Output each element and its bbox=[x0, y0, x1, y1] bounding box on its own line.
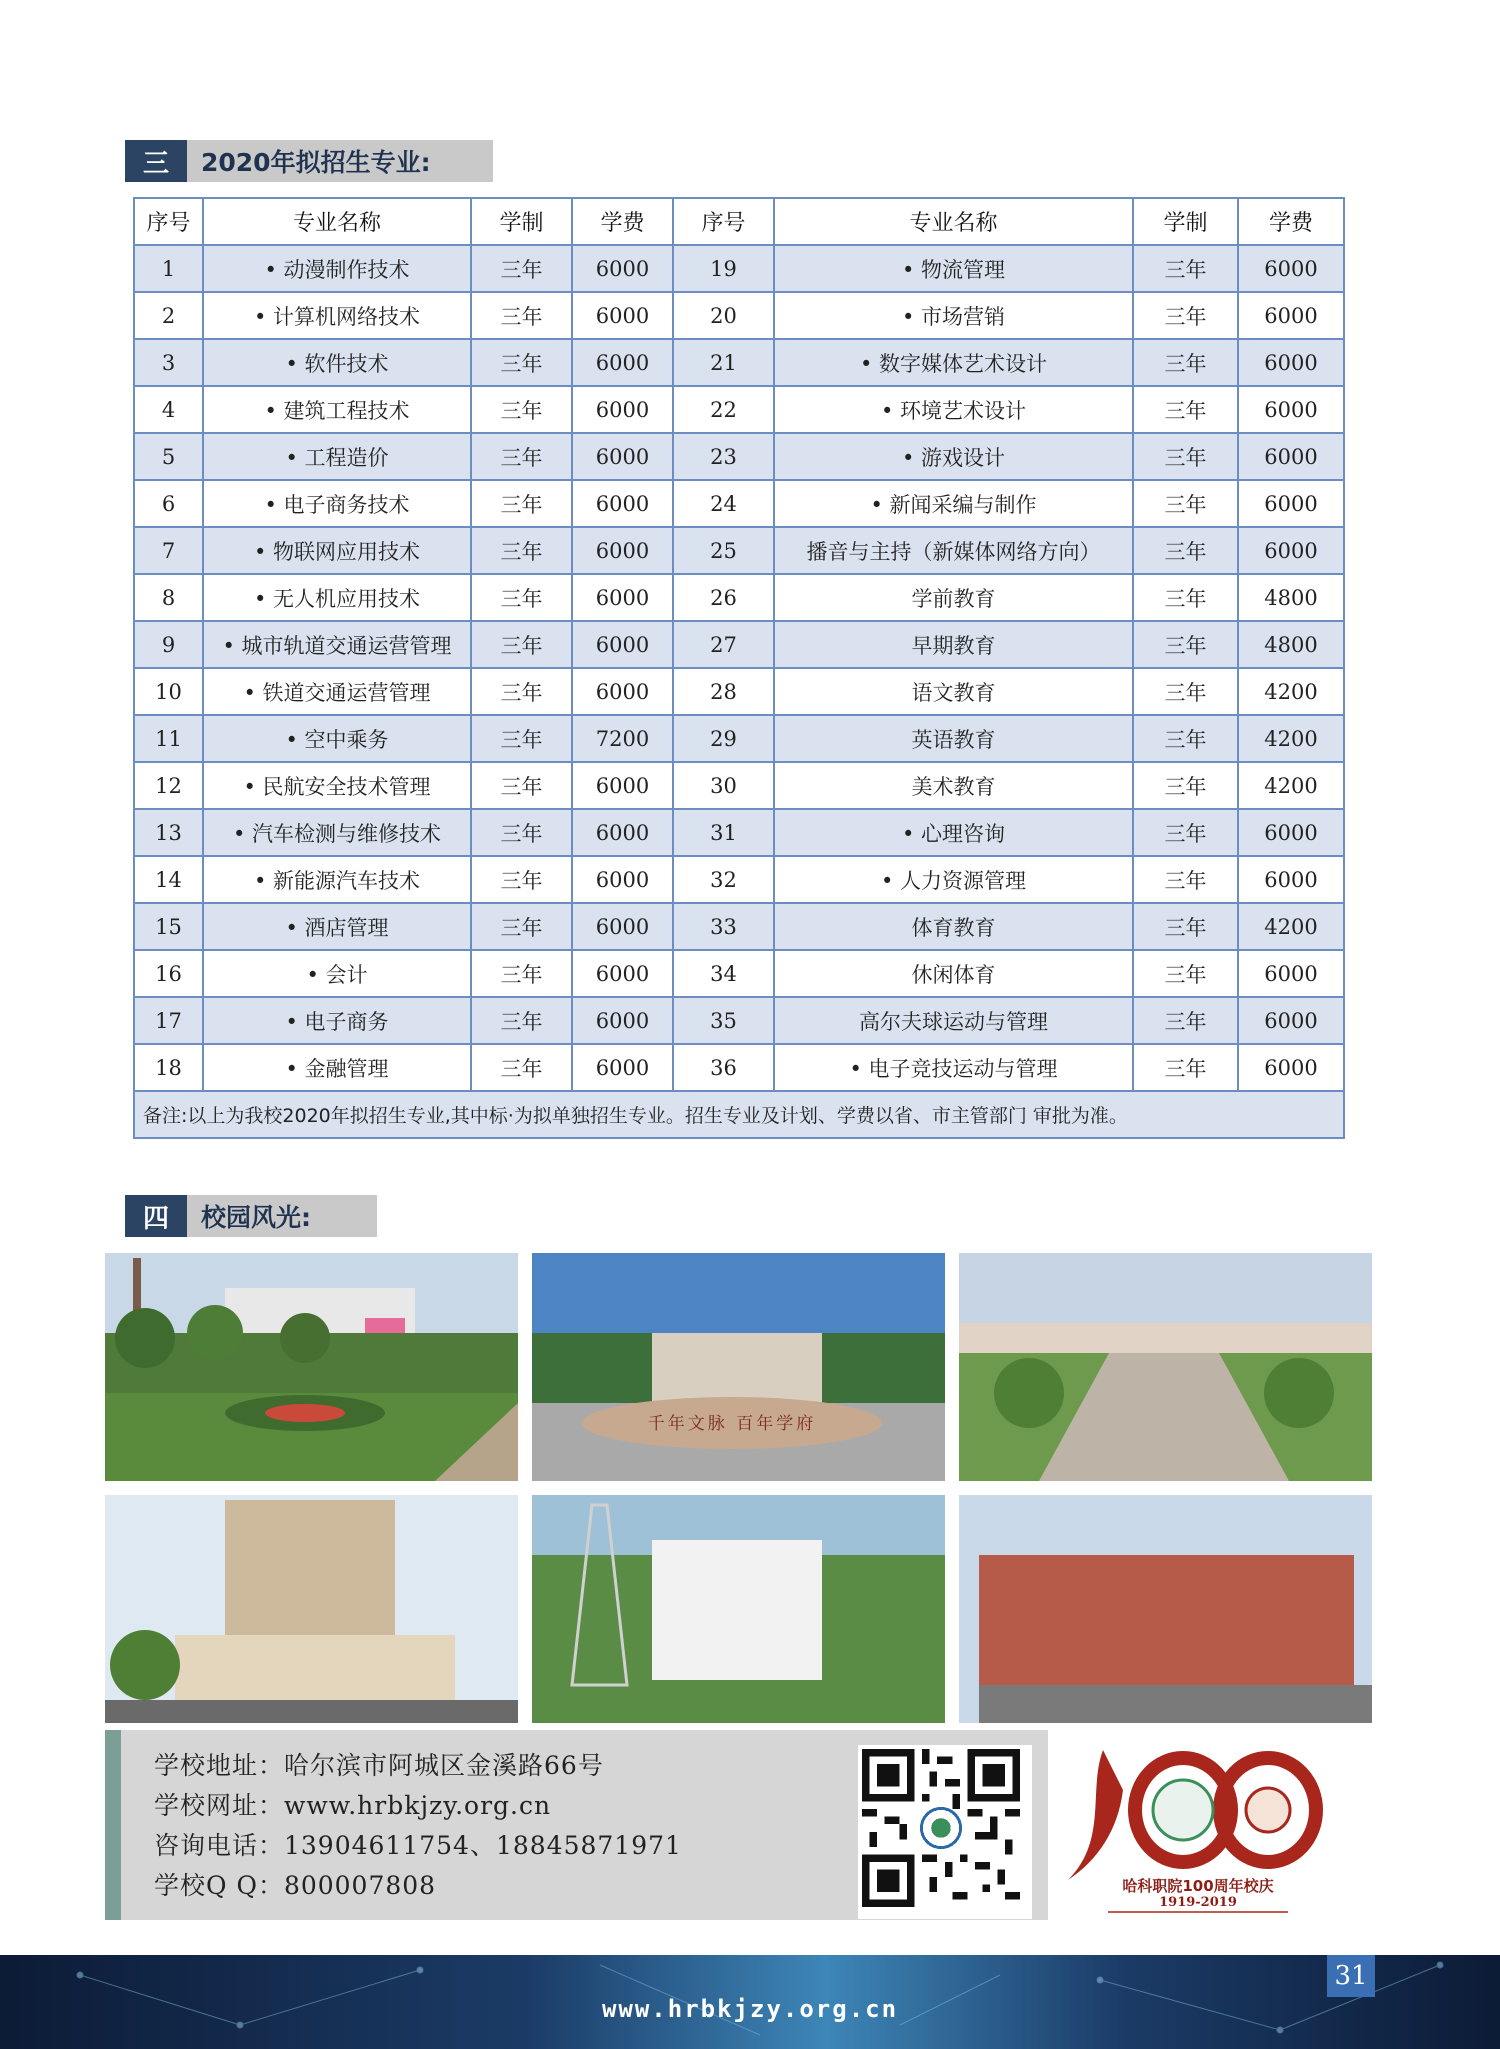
table-row bbox=[134, 809, 1344, 856]
table-cell: 31 bbox=[673, 809, 774, 856]
table-cell: 6000 bbox=[572, 245, 673, 292]
table-note: 备注:以上为我校2020年拟招生专业,其中标·为拟单独招生专业。招生专业及计划、学费以省、市主管部门 审批为准。 bbox=[134, 1091, 1344, 1138]
table-cell: 6000 bbox=[1238, 527, 1344, 574]
table-cell: 三年 bbox=[1133, 997, 1238, 1044]
table-cell: 6000 bbox=[572, 809, 673, 856]
table-cell: • 物流管理 bbox=[774, 245, 1133, 292]
campus-photo-stone-sign bbox=[532, 1253, 945, 1481]
section-title: 2020年拟招生专业: bbox=[187, 140, 493, 182]
table-cell: 三年 bbox=[471, 809, 572, 856]
table-cell: 27 bbox=[673, 621, 774, 668]
table-cell: 三年 bbox=[471, 245, 572, 292]
table-cell: 15 bbox=[134, 903, 203, 950]
table-cell: 三年 bbox=[1133, 903, 1238, 950]
table-cell: 6000 bbox=[572, 574, 673, 621]
table-row bbox=[134, 856, 1344, 903]
table-cell: 11 bbox=[134, 715, 203, 762]
centennial-logo bbox=[1048, 1730, 1348, 1920]
column-header: 序号 bbox=[134, 198, 203, 245]
table-cell: 三年 bbox=[1133, 762, 1238, 809]
table-cell: 三年 bbox=[471, 903, 572, 950]
table-cell: 6000 bbox=[572, 997, 673, 1044]
table-cell: 25 bbox=[673, 527, 774, 574]
table-cell: • 物联网应用技术 bbox=[203, 527, 471, 574]
table-cell: 16 bbox=[134, 950, 203, 997]
table-cell: 三年 bbox=[471, 715, 572, 762]
table-cell: 6 bbox=[134, 480, 203, 527]
table-cell: • 空中乘务 bbox=[203, 715, 471, 762]
table-cell: • 无人机应用技术 bbox=[203, 574, 471, 621]
table-cell: 播音与主持（新媒体网络方向） bbox=[774, 527, 1133, 574]
logo-years: 1919-2019 bbox=[1159, 1895, 1237, 1910]
table-cell: 8 bbox=[134, 574, 203, 621]
section-title: 校园风光: bbox=[187, 1195, 377, 1237]
table-cell: 13 bbox=[134, 809, 203, 856]
table-cell: 6000 bbox=[572, 1044, 673, 1091]
table-row bbox=[134, 1044, 1344, 1091]
table-cell: 三年 bbox=[1133, 339, 1238, 386]
column-header: 学制 bbox=[471, 198, 572, 245]
table-row bbox=[134, 339, 1344, 386]
table-cell: 6000 bbox=[1238, 433, 1344, 480]
page-number: 31 bbox=[1327, 1955, 1375, 1997]
table-cell: 学前教育 bbox=[774, 574, 1133, 621]
table-cell: 英语教育 bbox=[774, 715, 1133, 762]
table-cell: 4200 bbox=[1238, 668, 1344, 715]
table-cell: • 动漫制作技术 bbox=[203, 245, 471, 292]
section-heading-campus bbox=[125, 1195, 377, 1237]
table-cell: 9 bbox=[134, 621, 203, 668]
table-cell: 三年 bbox=[471, 668, 572, 715]
table-cell: 三年 bbox=[1133, 245, 1238, 292]
table-cell: 三年 bbox=[1133, 527, 1238, 574]
table-cell: 17 bbox=[134, 997, 203, 1044]
table-cell: • 电子竞技运动与管理 bbox=[774, 1044, 1133, 1091]
table-cell: 2 bbox=[134, 292, 203, 339]
table-cell: 29 bbox=[673, 715, 774, 762]
column-header: 专业名称 bbox=[774, 198, 1133, 245]
table-cell: 三年 bbox=[471, 386, 572, 433]
table-cell: 三年 bbox=[1133, 574, 1238, 621]
column-header: 学费 bbox=[1238, 198, 1344, 245]
table-row bbox=[134, 668, 1344, 715]
table-cell: • 电子商务 bbox=[203, 997, 471, 1044]
table-cell: 22 bbox=[673, 386, 774, 433]
column-header: 序号 bbox=[673, 198, 774, 245]
table-cell: • 城市轨道交通运营管理 bbox=[203, 621, 471, 668]
table-cell: 19 bbox=[673, 245, 774, 292]
table-cell: 10 bbox=[134, 668, 203, 715]
table-cell: 6000 bbox=[572, 950, 673, 997]
table-cell: 6000 bbox=[1238, 480, 1344, 527]
table-cell: 7 bbox=[134, 527, 203, 574]
table-row bbox=[134, 574, 1344, 621]
table-cell: 三年 bbox=[1133, 621, 1238, 668]
table-cell: 三年 bbox=[1133, 715, 1238, 762]
table-cell: 三年 bbox=[1133, 950, 1238, 997]
column-header: 学费 bbox=[572, 198, 673, 245]
qr-code-icon bbox=[858, 1745, 1032, 1919]
table-cell: 三年 bbox=[471, 950, 572, 997]
table-cell: • 市场营销 bbox=[774, 292, 1133, 339]
table-cell: 语文教育 bbox=[774, 668, 1133, 715]
majors-table bbox=[133, 197, 1345, 1139]
table-cell: 6000 bbox=[1238, 386, 1344, 433]
table-cell: • 游戏设计 bbox=[774, 433, 1133, 480]
table-cell: 12 bbox=[134, 762, 203, 809]
table-cell: 1 bbox=[134, 245, 203, 292]
table-cell: 3 bbox=[134, 339, 203, 386]
table-cell: • 新闻采编与制作 bbox=[774, 480, 1133, 527]
table-cell: 6000 bbox=[1238, 950, 1344, 997]
table-cell: 6000 bbox=[1238, 292, 1344, 339]
table-cell: 6000 bbox=[572, 527, 673, 574]
table-cell: • 软件技术 bbox=[203, 339, 471, 386]
table-cell: 三年 bbox=[471, 433, 572, 480]
table-cell: 6000 bbox=[572, 903, 673, 950]
column-header: 专业名称 bbox=[203, 198, 471, 245]
table-cell: 30 bbox=[673, 762, 774, 809]
table-cell: 三年 bbox=[1133, 856, 1238, 903]
campus-photo-grid bbox=[105, 1253, 1372, 1723]
table-cell: 34 bbox=[673, 950, 774, 997]
table-cell: 三年 bbox=[471, 480, 572, 527]
table-cell: 6000 bbox=[1238, 856, 1344, 903]
table-cell: 体育教育 bbox=[774, 903, 1133, 950]
table-cell: • 工程造价 bbox=[203, 433, 471, 480]
table-row bbox=[134, 997, 1344, 1044]
table-row bbox=[134, 950, 1344, 997]
table-cell: 23 bbox=[673, 433, 774, 480]
table-cell: 14 bbox=[134, 856, 203, 903]
table-cell: • 人力资源管理 bbox=[774, 856, 1133, 903]
column-header: 学制 bbox=[1133, 198, 1238, 245]
table-cell: 三年 bbox=[471, 997, 572, 1044]
table-cell: 21 bbox=[673, 339, 774, 386]
school-address: 学校地址：哈尔滨市阿城区金溪路66号 bbox=[154, 1751, 604, 1780]
table-cell: 6000 bbox=[572, 762, 673, 809]
table-cell: 28 bbox=[673, 668, 774, 715]
table-cell: 6000 bbox=[572, 621, 673, 668]
campus-photo-tower bbox=[105, 1495, 518, 1723]
table-cell: 4800 bbox=[1238, 621, 1344, 668]
table-cell: 6000 bbox=[1238, 1044, 1344, 1091]
table-cell: 6000 bbox=[1238, 997, 1344, 1044]
footer-band bbox=[0, 1955, 1500, 2049]
table-cell: 6000 bbox=[572, 856, 673, 903]
table-cell: 18 bbox=[134, 1044, 203, 1091]
table-cell: 三年 bbox=[471, 292, 572, 339]
campus-photo-red-building bbox=[959, 1495, 1372, 1723]
table-cell: 三年 bbox=[1133, 809, 1238, 856]
section-heading-majors bbox=[125, 140, 493, 182]
section-number: 四 bbox=[125, 1195, 187, 1237]
stone-sign-text: 千年文脉 百年学府 bbox=[647, 1414, 817, 1434]
table-header-row bbox=[134, 198, 1344, 245]
table-cell: 36 bbox=[673, 1044, 774, 1091]
table-cell: 早期教育 bbox=[774, 621, 1133, 668]
table-cell: 三年 bbox=[471, 339, 572, 386]
table-cell: • 民航安全技术管理 bbox=[203, 762, 471, 809]
table-note-row bbox=[134, 1091, 1344, 1138]
table-cell: 三年 bbox=[471, 574, 572, 621]
school-website[interactable]: 学校网址：www.hrbkjzy.org.cn bbox=[154, 1791, 552, 1820]
table-cell: 24 bbox=[673, 480, 774, 527]
table-cell: 5 bbox=[134, 433, 203, 480]
table-cell: 32 bbox=[673, 856, 774, 903]
table-cell: 4800 bbox=[1238, 574, 1344, 621]
table-cell: 三年 bbox=[471, 1044, 572, 1091]
table-row bbox=[134, 433, 1344, 480]
campus-photo-plaza bbox=[959, 1253, 1372, 1481]
table-cell: 三年 bbox=[1133, 668, 1238, 715]
table-cell: 三年 bbox=[471, 762, 572, 809]
table-cell: • 汽车检测与维修技术 bbox=[203, 809, 471, 856]
table-cell: 33 bbox=[673, 903, 774, 950]
table-cell: 休闲体育 bbox=[774, 950, 1133, 997]
table-row bbox=[134, 527, 1344, 574]
table-cell: 35 bbox=[673, 997, 774, 1044]
table-cell: 高尔夫球运动与管理 bbox=[774, 997, 1133, 1044]
table-cell: 三年 bbox=[1133, 292, 1238, 339]
school-phone: 咨询电话：13904611754、18845871971 bbox=[154, 1831, 682, 1860]
table-cell: • 建筑工程技术 bbox=[203, 386, 471, 433]
table-cell: 6000 bbox=[572, 339, 673, 386]
table-cell: • 新能源汽车技术 bbox=[203, 856, 471, 903]
campus-photo-garden bbox=[105, 1253, 518, 1481]
campus-photo-modern-building bbox=[532, 1495, 945, 1723]
table-row bbox=[134, 480, 1344, 527]
table-cell: • 环境艺术设计 bbox=[774, 386, 1133, 433]
table-cell: 三年 bbox=[1133, 480, 1238, 527]
table-row bbox=[134, 245, 1344, 292]
table-cell: 4200 bbox=[1238, 903, 1344, 950]
table-cell: • 计算机网络技术 bbox=[203, 292, 471, 339]
table-row bbox=[134, 903, 1344, 950]
table-row bbox=[134, 386, 1344, 433]
table-cell: 4 bbox=[134, 386, 203, 433]
table-cell: 6000 bbox=[572, 668, 673, 715]
table-cell: • 会计 bbox=[203, 950, 471, 997]
table-cell: 20 bbox=[673, 292, 774, 339]
table-cell: 三年 bbox=[1133, 386, 1238, 433]
table-cell: 三年 bbox=[471, 621, 572, 668]
table-cell: • 电子商务技术 bbox=[203, 480, 471, 527]
table-cell: • 心理咨询 bbox=[774, 809, 1133, 856]
table-cell: • 铁道交通运营管理 bbox=[203, 668, 471, 715]
table-cell: 6000 bbox=[572, 292, 673, 339]
school-qq: 学校Q Q：800007808 bbox=[154, 1871, 437, 1900]
footer-website[interactable]: www.hrbkjzy.org.cn bbox=[601, 1995, 899, 2023]
table-cell: 4200 bbox=[1238, 762, 1344, 809]
table-cell: 三年 bbox=[471, 856, 572, 903]
table-row bbox=[134, 292, 1344, 339]
table-row bbox=[134, 762, 1344, 809]
table-cell: 7200 bbox=[572, 715, 673, 762]
table-cell: 美术教育 bbox=[774, 762, 1133, 809]
table-cell: • 数字媒体艺术设计 bbox=[774, 339, 1133, 386]
table-row bbox=[134, 621, 1344, 668]
table-cell: 三年 bbox=[1133, 1044, 1238, 1091]
table-cell: 6000 bbox=[572, 480, 673, 527]
table-cell: 三年 bbox=[471, 527, 572, 574]
section-number: 三 bbox=[125, 140, 187, 182]
table-cell: • 酒店管理 bbox=[203, 903, 471, 950]
table-cell: • 金融管理 bbox=[203, 1044, 471, 1091]
table-cell: 26 bbox=[673, 574, 774, 621]
logo-caption: 哈科职院100周年校庆 bbox=[1122, 1877, 1274, 1895]
table-cell: 6000 bbox=[1238, 809, 1344, 856]
table-cell: 6000 bbox=[572, 386, 673, 433]
table-cell: 三年 bbox=[1133, 433, 1238, 480]
table-cell: 4200 bbox=[1238, 715, 1344, 762]
table-cell: 6000 bbox=[1238, 245, 1344, 292]
table-cell: 6000 bbox=[1238, 339, 1344, 386]
table-cell: 6000 bbox=[572, 433, 673, 480]
table-row bbox=[134, 715, 1344, 762]
